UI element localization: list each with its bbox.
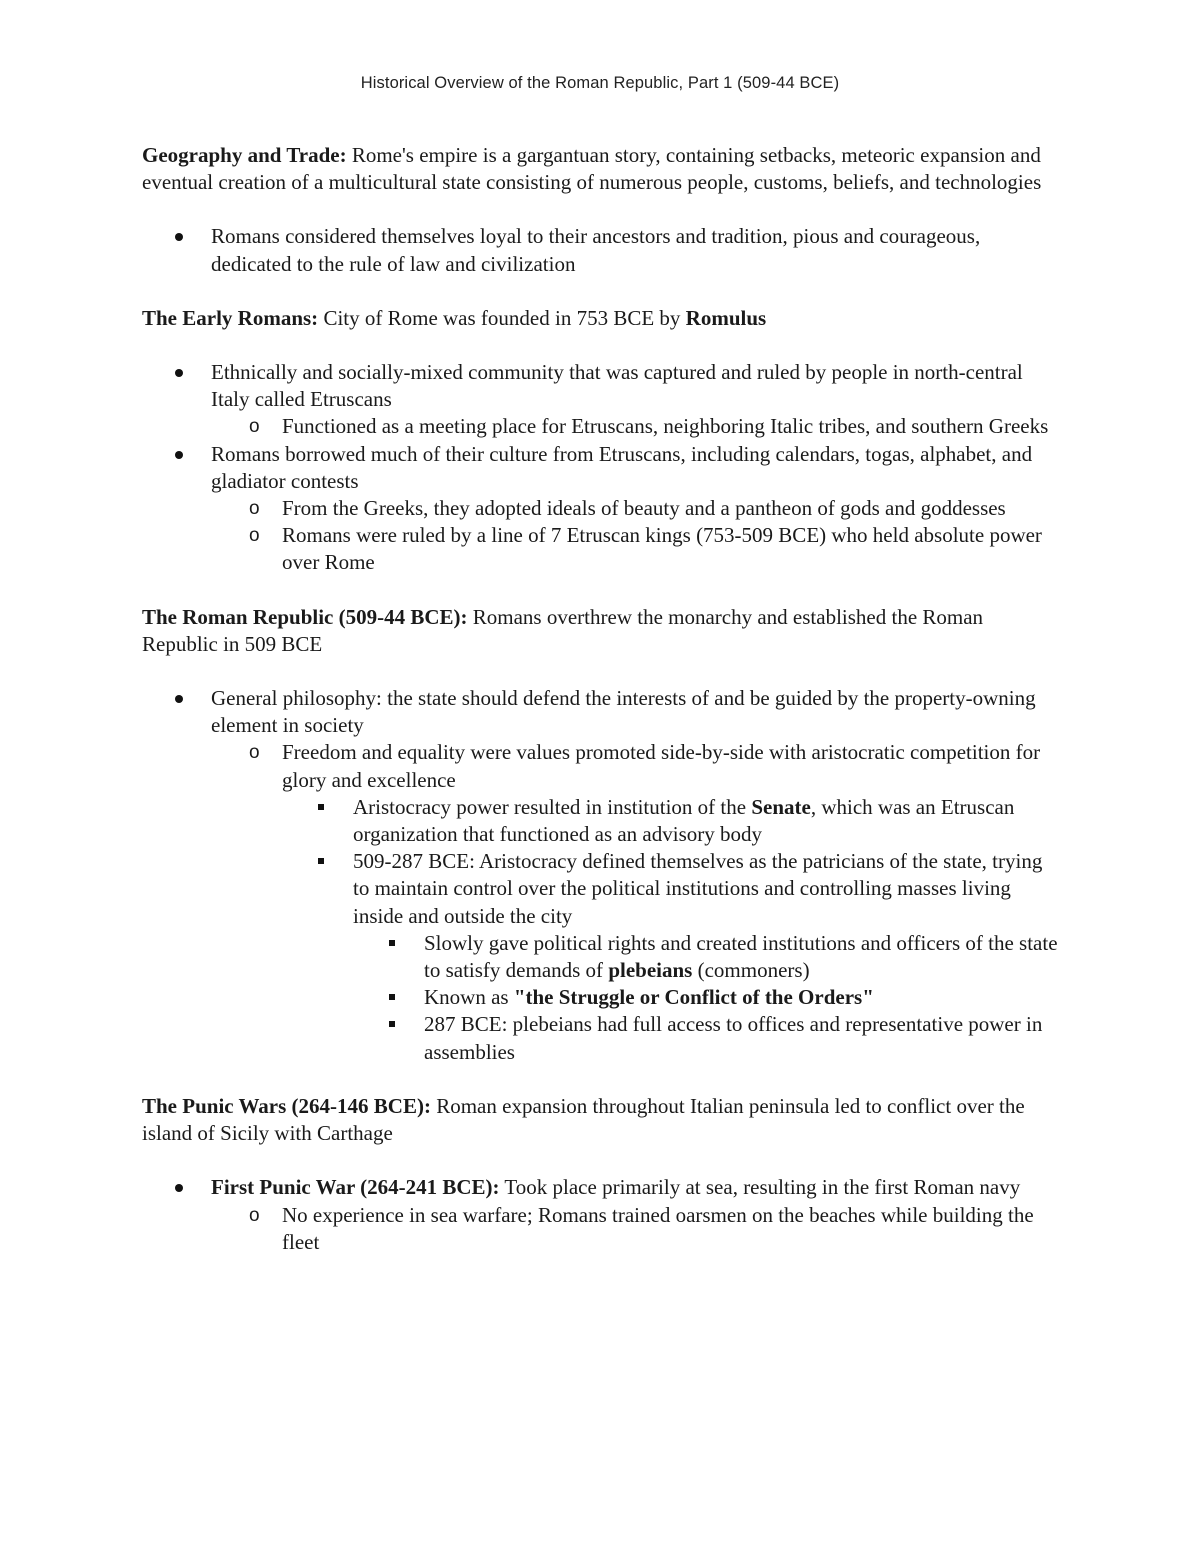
list-item: Romans considered themselves loyal to their ancestors and tradition, pious and courageous, dedicated to the rule of law and civilization — [142, 223, 1062, 277]
bullet-icon — [175, 369, 183, 377]
republic-text: Romans overthrew the monarchy and established the Roman Republic in 509 BCE — [142, 604, 984, 656]
list-item: o From the Greeks, they adopted ideals of beauty and a pantheon of gods and goddesses — [211, 495, 1062, 522]
list-item: Ethnically and socially-mixed community that was captured and ruled by people in north-central Italy called Etruscans o Functioned as a meeting place for Etruscans, neighboring Italic tribes, and southern Greeks — [142, 359, 1062, 441]
square-bullet-icon — [389, 1021, 395, 1027]
geography-list — [142, 223, 1062, 277]
page-header: Historical Overview of the Roman Republic, Part 1 (509-44 BCE) — [360, 74, 840, 92]
punic-wars-heading: The Punic Wars (264-146 BCE): — [142, 1093, 431, 1118]
list-item: o No experience in sea warfare; Romans trained oarsmen on the beaches while building the fleet — [249, 1202, 1034, 1254]
plebeians-label: plebeians — [608, 958, 693, 983]
first-punic-war-label: First Punic War (264-241 BCE): — [211, 1175, 500, 1200]
geography-heading: Geography and Trade: — [142, 143, 347, 167]
list-item: o Functioned as a meeting place for Etruscans, neighboring Italic tribes, and southern Greeks — [211, 413, 1062, 440]
bullet-icon — [175, 233, 183, 241]
circle-bullet-icon: o — [249, 416, 260, 438]
early-romans-paragraph — [142, 305, 1062, 332]
republic-list — [142, 685, 1062, 1066]
list-item: o Freedom and equality were values promoted side-by-side with aristocratic competition for glory and excellence Aristocracy power resulted in institution of the Senate, which was an Etruscan organization that functioned as an advisory body 509-287 BCE: Aristocracy defined themselves as the patricians of the state, trying to maintain control over the political institutions and controlling masses living inside and outside the city Slowly gave political rights and created institutions and officers of the state to satisfy demands of plebeians (commoners) Known as "the Struggle or Conflict of the Orders" 287 BCE: plebeians had full access to offices and representative power in assemblies — [211, 739, 1062, 1065]
document-body — [142, 142, 1062, 1256]
list-item: o Romans were ruled by a line of 7 Etruscan kings (753-509 BCE) who held absolute power over Rome — [249, 523, 1042, 575]
early-romans-list — [142, 359, 1062, 577]
republic-paragraph — [142, 604, 1062, 658]
square-bullet-icon — [389, 994, 395, 1000]
early-romans-text: City of Rome was founded in 753 BCE by — [318, 305, 686, 330]
bullet-icon — [175, 695, 183, 703]
struggle-label: "the Struggle or Conflict of the Orders" — [513, 985, 874, 1010]
circle-bullet-icon: o — [249, 1204, 260, 1226]
punic-wars-text: Roman expansion throughout Italian peninsula led to conflict over the island of Sicily with Carthage — [142, 1093, 1025, 1146]
geography-paragraph — [142, 142, 1062, 196]
bullet-icon — [175, 1184, 183, 1192]
republic-heading: The Roman Republic (509-44 BCE): — [142, 604, 468, 629]
square-bullet-icon — [389, 940, 395, 946]
romulus-label: Romulus — [685, 305, 767, 330]
circle-bullet-icon: o — [249, 525, 260, 547]
bullet-icon — [175, 451, 183, 459]
list-item: 509-287 BCE: Aristocracy defined themselves as the patricians of the state, trying to maintain control over the political institutions and controlling masses living inside and outside the city Slowly gave political rights and created institutions and officers of the state to satisfy demands of plebeians (commoners) Known as "the Struggle or Conflict of the Orders" 287 BCE: plebeians had full access to offices and representative power in assemblies — [282, 848, 1062, 1066]
square-bullet-icon — [318, 804, 324, 810]
senate-label: Senate — [751, 794, 811, 819]
list-item: Aristocracy power resulted in institution of the Senate, which was an Etruscan organization that functioned as an advisory body — [282, 794, 1062, 848]
list-item: Romans borrowed much of their culture from Etruscans, including calendars, togas, alphabet, and gladiator contests o From the Greeks, they adopted ideals of beauty and a pantheon of gods and goddesses o Romans were ruled by a line of 7 Etruscan kings (753-509 BCE) who held absolute power over Rome — [142, 441, 1062, 577]
list-item: 287 BCE: plebeians had full access to offices and representative power in assemblies — [353, 1011, 1062, 1065]
list-item: First Punic War (264-241 BCE): Took place primarily at sea, resulting in the first Roman navy o No experience in sea warfare; Romans trained oarsmen on the beaches while building the fleet — [142, 1174, 1062, 1256]
geography-text: Rome's empire is a gargantuan story, containing setbacks, meteoric expansion and eventual creation of a multicultural state consisting of numerous people, customs, beliefs, and technologies — [142, 143, 1042, 195]
list-item: Known as "the Struggle or Conflict of the Orders" — [353, 984, 1062, 1011]
early-romans-heading: The Early Romans: — [142, 305, 319, 330]
list-item: General philosophy: the state should defend the interests of and be guided by the property-owning element in society o Freedom and equality were values promoted side-by-side with aristocratic competition for glory and excellence Aristocracy power resulted in institution of the Senate, which was an Etruscan organization that functioned as an advisory body 509-287 BCE: Aristocracy defined themselves as the patricians of the state, trying to maintain control over the political institutions and controlling masses living inside and outside the city Slowly gave political rights and created institutions and officers of the state to satisfy demands of plebeians (commoners) Known as "the Struggle or Conflict of the Orders" 287 BCE: plebeians had full access to offices and representative power in assemblies — [142, 685, 1062, 1066]
punic-wars-list — [142, 1174, 1062, 1256]
square-bullet-icon — [318, 858, 324, 864]
punic-wars-paragraph — [142, 1093, 1062, 1147]
circle-bullet-icon: o — [249, 498, 260, 520]
list-item: Slowly gave political rights and created institutions and officers of the state to satisfy demands of plebeians (commoners) — [353, 930, 1062, 984]
circle-bullet-icon: o — [249, 742, 260, 764]
